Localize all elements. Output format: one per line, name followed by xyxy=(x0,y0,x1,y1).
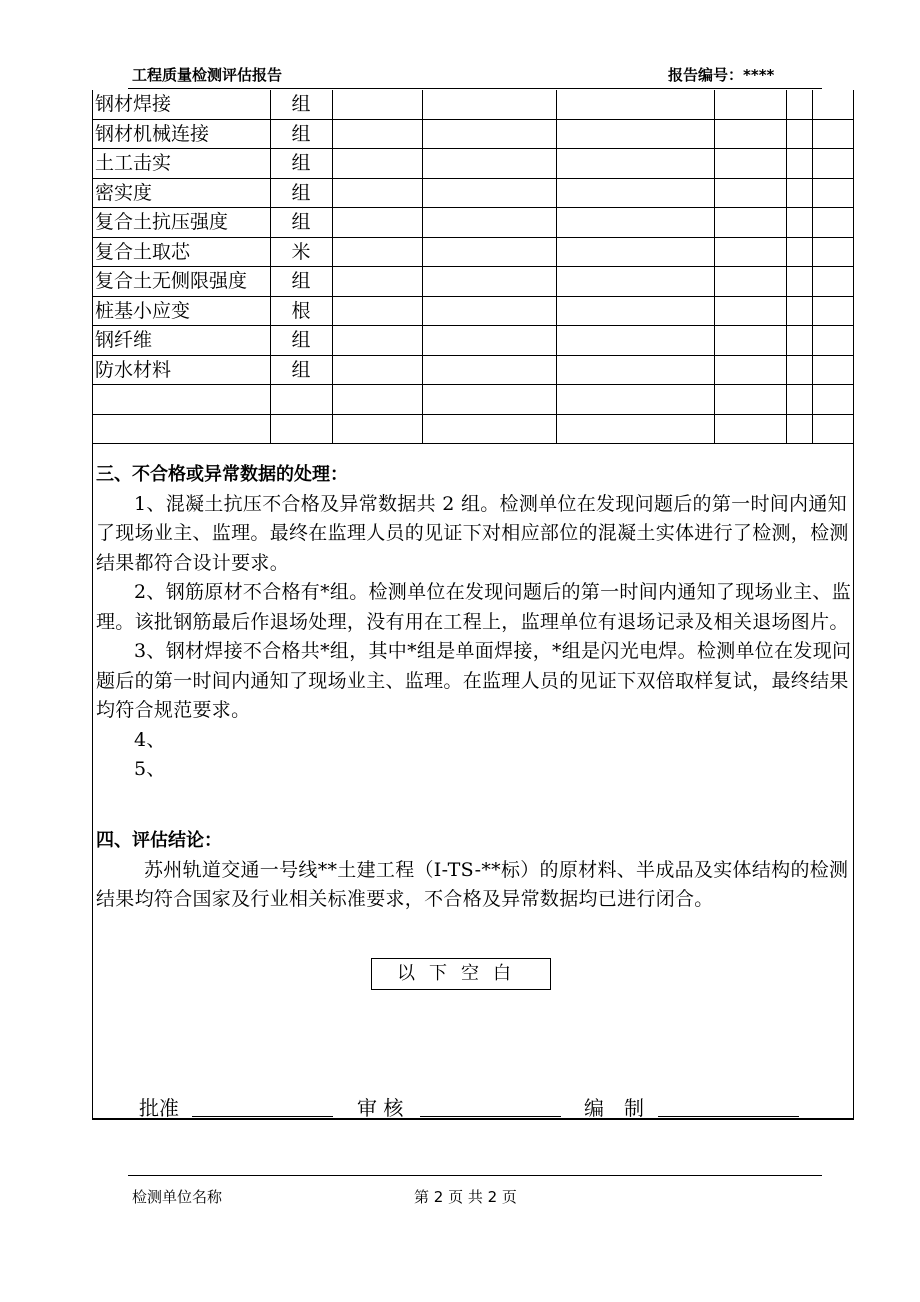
empty-cell xyxy=(714,178,786,208)
empty-cell xyxy=(714,296,786,326)
empty-cell xyxy=(786,178,812,208)
empty-cell xyxy=(332,208,422,238)
review-signature-line xyxy=(420,1116,561,1117)
conclusion-text: 苏州轨道交通一号线**土建工程（I-TS-**标）的原材料、半成品及实体结构的检测结果均符合国家及行业相关标准要求，不合格及异常数据均已进行闭合。 xyxy=(96,858,849,910)
empty-cell xyxy=(812,149,854,179)
table-row xyxy=(92,237,854,267)
empty-cell xyxy=(332,178,422,208)
item-unit: 组 xyxy=(270,326,332,356)
empty-cell xyxy=(422,90,556,119)
item-name: 复合土取芯 xyxy=(92,237,270,267)
empty-cell xyxy=(786,149,812,179)
table-row xyxy=(92,326,854,356)
empty-cell xyxy=(422,414,556,444)
empty-cell xyxy=(812,119,854,149)
empty-cell xyxy=(786,414,812,444)
table-row xyxy=(92,149,854,179)
empty-cell xyxy=(786,267,812,297)
empty-cell xyxy=(786,90,812,119)
approve-label: 批准 xyxy=(139,1096,179,1120)
abnormal-item-2: 2、钢筋原材不合格有*组。检测单位在发现问题后的第一时间内通知了现场业主、监理。该批钢筋最后作退场处理，没有用在工程上，监理单位有退场记录及相关退场图片。 xyxy=(96,581,851,633)
empty-cell xyxy=(714,90,786,119)
item-name xyxy=(92,385,270,415)
empty-cell xyxy=(422,119,556,149)
section-abnormal-data xyxy=(96,460,856,785)
item-unit: 组 xyxy=(270,355,332,385)
empty-cell xyxy=(332,237,422,267)
report-title: 工程质量检测评估报告 xyxy=(132,66,283,84)
report-number: 报告编号：**** xyxy=(668,66,775,84)
empty-cell xyxy=(714,149,786,179)
empty-cell xyxy=(332,90,422,119)
empty-cell xyxy=(786,355,812,385)
empty-cell xyxy=(812,178,854,208)
item-name: 钢材焊接 xyxy=(92,90,270,119)
empty-cell xyxy=(714,267,786,297)
test-items-table xyxy=(92,90,854,444)
empty-cell xyxy=(812,208,854,238)
empty-cell xyxy=(812,237,854,267)
empty-cell xyxy=(332,326,422,356)
empty-cell xyxy=(422,326,556,356)
empty-cell xyxy=(556,414,714,444)
empty-cell xyxy=(556,178,714,208)
footer-page-number: 第 2 页 共 2 页 xyxy=(414,1188,517,1206)
empty-cell xyxy=(714,208,786,238)
empty-cell xyxy=(422,355,556,385)
item-unit: 组 xyxy=(270,178,332,208)
empty-cell xyxy=(556,119,714,149)
abnormal-item-1: 1、混凝土抗压不合格及异常数据共 2 组。检测单位在发现问题后的第一时间内通知了现场业主、监理。最终在监理人员的见证下对相应部位的混凝土实体进行了检测，检测结果都符合设计要求。 xyxy=(96,492,849,574)
empty-cell xyxy=(812,90,854,119)
empty-cell xyxy=(556,208,714,238)
empty-cell xyxy=(786,208,812,238)
table-row xyxy=(92,208,854,238)
empty-cell xyxy=(812,385,854,415)
empty-cell xyxy=(812,296,854,326)
empty-cell xyxy=(786,296,812,326)
empty-cell xyxy=(812,355,854,385)
footer-rule xyxy=(128,1175,822,1176)
item-name: 钢材机械连接 xyxy=(92,119,270,149)
empty-cell xyxy=(332,149,422,179)
empty-cell xyxy=(332,296,422,326)
item-unit: 组 xyxy=(270,208,332,238)
footer-unit-name: 检测单位名称 xyxy=(132,1188,223,1206)
empty-cell xyxy=(422,296,556,326)
empty-cell xyxy=(556,296,714,326)
empty-cell xyxy=(332,385,422,415)
item-unit: 根 xyxy=(270,296,332,326)
table-row xyxy=(92,119,854,149)
item-unit: 组 xyxy=(270,267,332,297)
empty-cell xyxy=(786,237,812,267)
empty-cell xyxy=(786,385,812,415)
review-label: 审 核 xyxy=(357,1096,404,1120)
item-name: 密实度 xyxy=(92,178,270,208)
table-row xyxy=(92,178,854,208)
abnormal-item-3: 3、钢材焊接不合格共*组，其中*组是单面焊接，*组是闪光电焊。检测单位在发现问题后的第一时间内通知了现场业主、监理。在监理人员的见证下双倍取样复试，最终结果均符合规范要求。 xyxy=(96,640,852,721)
compile-signature-line xyxy=(658,1116,799,1117)
item-unit: 组 xyxy=(270,119,332,149)
empty-cell xyxy=(556,355,714,385)
compile-label: 编 制 xyxy=(584,1096,644,1120)
section4-title: 四、评估结论： xyxy=(96,830,222,851)
empty-cell xyxy=(332,267,422,297)
item-name: 复合土抗压强度 xyxy=(92,208,270,238)
empty-cell xyxy=(556,385,714,415)
table-row xyxy=(92,385,854,415)
table-row xyxy=(92,90,854,119)
empty-cell xyxy=(812,267,854,297)
empty-cell xyxy=(714,385,786,415)
empty-cell xyxy=(812,326,854,356)
item-name: 防水材料 xyxy=(92,355,270,385)
approve-signature-line xyxy=(192,1116,333,1117)
empty-cell xyxy=(714,355,786,385)
item-unit xyxy=(270,385,332,415)
empty-cell xyxy=(332,119,422,149)
empty-cell xyxy=(422,149,556,179)
empty-cell xyxy=(556,326,714,356)
empty-cell xyxy=(714,119,786,149)
item-unit: 米 xyxy=(270,237,332,267)
item-unit xyxy=(270,414,332,444)
empty-cell xyxy=(812,414,854,444)
section-conclusion xyxy=(96,826,856,915)
empty-cell xyxy=(556,90,714,119)
empty-cell xyxy=(556,149,714,179)
item-name: 钢纤维 xyxy=(92,326,270,356)
item-name: 桩基小应变 xyxy=(92,296,270,326)
item-name: 土工击实 xyxy=(92,149,270,179)
item-name xyxy=(92,414,270,444)
abnormal-item-4: 4、 xyxy=(134,728,166,751)
table-row xyxy=(92,355,854,385)
empty-cell xyxy=(786,326,812,356)
empty-cell xyxy=(422,178,556,208)
table-row xyxy=(92,414,854,444)
empty-cell xyxy=(422,208,556,238)
header-rule xyxy=(128,88,822,89)
empty-cell xyxy=(332,355,422,385)
blank-below-box: 以下空白 xyxy=(371,958,551,990)
table-row xyxy=(92,296,854,326)
empty-cell xyxy=(422,385,556,415)
empty-cell xyxy=(332,414,422,444)
abnormal-item-5: 5、 xyxy=(134,758,166,780)
empty-cell xyxy=(422,237,556,267)
empty-cell xyxy=(556,267,714,297)
item-unit: 组 xyxy=(270,90,332,119)
empty-cell xyxy=(714,414,786,444)
section3-title: 三、不合格或异常数据的处理： xyxy=(96,464,348,485)
empty-cell xyxy=(556,237,714,267)
empty-cell xyxy=(786,119,812,149)
item-name: 复合土无侧限强度 xyxy=(92,267,270,297)
item-unit: 组 xyxy=(270,149,332,179)
empty-cell xyxy=(422,267,556,297)
table-row xyxy=(92,267,854,297)
empty-cell xyxy=(714,237,786,267)
empty-cell xyxy=(714,326,786,356)
